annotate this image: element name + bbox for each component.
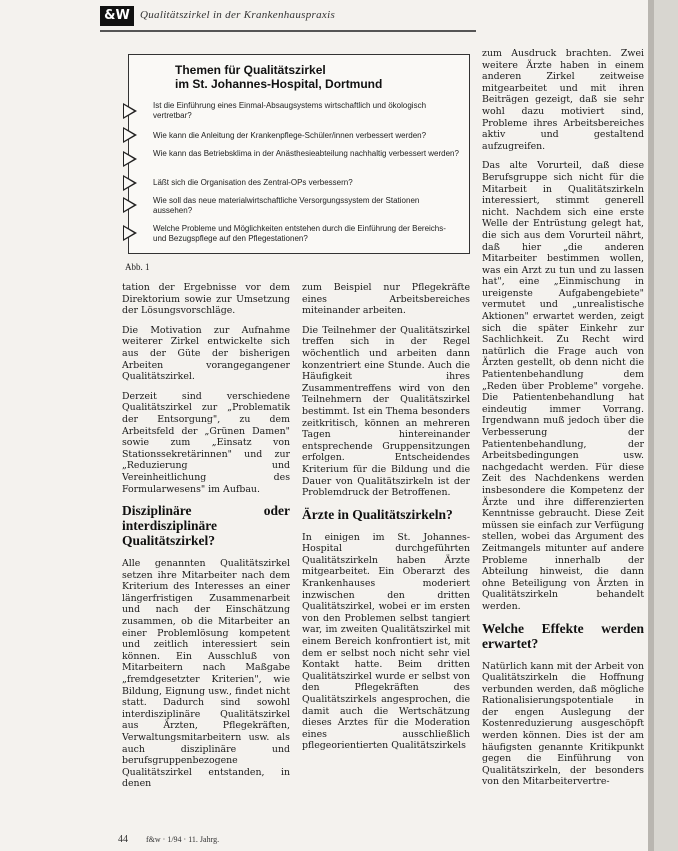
page-binding — [654, 0, 678, 851]
paragraph: Die Teilnehmer der Qualitätszirkel treffen sich in der Regel wöchentlich und arbeiten dann konzentriert eine Stunde. Auch die Häufigkeit ihres Zusammentreffens wird von den Teilnehmern der Qualitätszirkel bestimmt. Ist ein Thema besonders zeitkritisch, können an mehreren Tagen hintereinander entsprechende Gruppensitzungen erfolgen. Entscheidendes Kriterium für die Bildung und die Dauer von Qualitätszirkeln ist der Problemdruck der Betroffenen. — [302, 324, 470, 499]
paragraph: Das alte Vorurteil, daß diese Berufsgruppe sich nicht für die Mitarbeit in Qualitätszirkeln interessiert, stimmt generell nicht. Nachdem sich eine erste Welle der Entrüstung gelegt hat, die sich aus dem Vorurteil nährt, daß hier „die anderen Mitarbeiter bestimmen wollen, was ein Arzt zu tun und zu lassen hat", eine „Einmischung in ureigenste Aufgabengebiete" vermutet und „unrealistische Aktionen" erwartet werden, zeigt sich die später Einkehr zur Sachlichkeit. Zu Recht wird natürlich die Frage auch von Ärzten gestellt, ob denn nicht die Patientenbehandlung dem „Reden über Probleme" vorgehe. Die Patientenbehandlung hat eindeutig immer Vorrang. Irgendwann muß jedoch über die Verbesserung der Patientenbehandlung, der Arbeitsbedingungen usw. nachgedacht werden. Für diese Zeit des Nachdenkens werden insbesondere die Kompetenz der Ärzte und ihre differenzierten Kenntnisse gebraucht. Diese Zeit müssen sie einfach zur Verfügung stellen, wobei das Argument des Zeitmangels mitunter auf andere Probleme innerhalb der Abteilung hinweist, die dann ohne Beteiligung von Ärzten in Qualitätszirkeln behandelt werden. — [482, 160, 644, 612]
paragraph: Die Motivation zur Aufnahme weiterer Zirkel entwickelte sich aus der Güte der bisherigen Arbeiten vorangegangener Qualitätszirkel. — [122, 324, 290, 383]
page-footer — [118, 834, 219, 845]
paragraph: zum Ausdruck brachten. Zwei weitere Ärzte haben in einem anderen Zirkel zeitweise mitgearbeitet und mit ihren Beiträgen gezeigt, daß sie sehr wohl dazu motiviert sind, Probleme ihres Arbeitsbereiches aktiv und gestaltend aufzugreifen. — [482, 48, 644, 152]
arrow-icon — [123, 197, 137, 213]
paragraph: Alle genannten Qualitätszirkel setzen ihre Mitarbeiter nach dem Kriterium des Interesses an einer längerfristigen Zusammenarbeit und nach der Einschätzung zusammen, ob die Mitarbeiter an einer Problemlösung kompetent und zeitlich interessiert sein können. Ein Ausschluß von Mitarbeitern nach Maßgabe „fremdgesetzter Kriterien", wie Bildung, Eignung usw., findet nicht statt. Dadurch sind sowohl interdisziplinäre Qualitätszirkel aus Ärzten, Pflegekräften, Verwaltungsmitarbeitern usw. als auch disziplinäre und berufsgruppenbezogene Qualitätszirkel entstanden, in denen — [122, 558, 290, 790]
figure-caption: Abb. 1 — [125, 262, 150, 272]
paragraph: In einigen im St. Johannes-Hospital durchgeführten Qualitätszirkeln haben Ärzte mitgearbeitet. Ein Oberarzt des Krankenhauses moderiert inzwischen den dritten Qualitätszirkel, wobei er im ersten von den Problemen selbst tangiert war, im zweiten Qualitätszirkel mit einem Bereich konfrontiert ist, mit dem er selbst noch nicht sehr viel Kontakt hatte. Beim dritten Qualitätszirkel wurde er selbst von den Pflegekräften des Qualitätszirkels angesprochen, die damit auch die Wertschätzung dieses Arztes für die Moderation eines ausschließlich pflegeorientierten Qualitätszirkels — [302, 531, 470, 752]
arrow-icon — [123, 225, 137, 241]
figure-title — [175, 63, 455, 91]
running-title: Qualitätszirkel in der Krankenhauspraxis — [140, 9, 336, 21]
paragraph: Natürlich kann mit der Arbeit von Qualitätszirkeln die Hoffnung verbunden werden, daß mögliche Rationalisierungspotentiale in der engen Auslegung der Kostenreduzierung ausgeschöpft werden können. Dies ist der am häufigsten genannte Kritikpunkt gegen die Einführung von Qualitätszirkeln, der besonders von den Mitarbeitervertre- — [482, 660, 644, 788]
arrow-icon — [123, 151, 137, 167]
header-rule — [100, 30, 476, 32]
arrow-icon — [123, 127, 137, 143]
journal-citation: f&w · 1/94 · 11. Jahrg. — [146, 835, 220, 844]
column-3 — [482, 48, 644, 796]
figure-item: Welche Probleme und Möglichkeiten entstehen durch die Einführung der Bereichs- und Bezugspflege auf den Pflegestationen? — [153, 224, 446, 243]
section-heading: Ärzte in Qualitätszirkeln? — [302, 506, 453, 522]
figure-item: Läßt sich die Organisation des Zentral-OPs verbessern? — [153, 178, 353, 187]
paragraph: tation der Ergebnisse vor dem Direktorium sowie zur Umsetzung der Lösungsvorschläge. — [122, 282, 290, 317]
arrow-icon — [123, 103, 137, 119]
section-heading: Welche Effekte werden erwartet? — [482, 620, 644, 651]
arrow-icon — [123, 175, 137, 191]
paragraph: Derzeit sind verschiedene Qualitätszirkel zur „Problematik der Entsorgung", zu dem Arbeitsfeld der „Grünen Damen" sowie zum „Einsatz von Stationssekretärinnen" und zur „Reduzierung und Vereinheitlichung des Formularwesens" im Aufbau. — [122, 390, 290, 495]
figure-item: Wie kann das Betriebsklima in der Anästhesieabteilung nachhaltig verbessert werden? — [153, 149, 459, 158]
running-header — [100, 6, 520, 28]
journal-logo: &W — [100, 6, 134, 26]
paragraph: zum Beispiel nur Pflegekräfte eines Arbeitsbereiches miteinander arbeiten. — [302, 282, 470, 317]
column-1 — [122, 282, 290, 798]
section-heading: Disziplinäre oder interdisziplinäre Qualitätszirkel? — [122, 503, 290, 549]
page-number: 44 — [118, 834, 128, 845]
figure-item: Wie soll das neue materialwirtschaftliche Versorgungssystem der Stationen aussehen? — [153, 196, 420, 215]
figure-item: Ist die Einführung eines Einmal-Absaugsystems wirtschaftlich und ökologisch vertretbar? — [153, 101, 427, 120]
figure-item: Wie kann die Anleitung der Krankenpflege-Schüler/innen verbessert werden? — [153, 131, 427, 140]
figure-title-line2: im St. Johannes-Hospital, Dortmund — [175, 77, 383, 91]
column-2 — [302, 282, 470, 760]
figure-title-line1: Themen für Qualitätszirkel — [175, 63, 326, 77]
topics-figure — [128, 54, 470, 254]
